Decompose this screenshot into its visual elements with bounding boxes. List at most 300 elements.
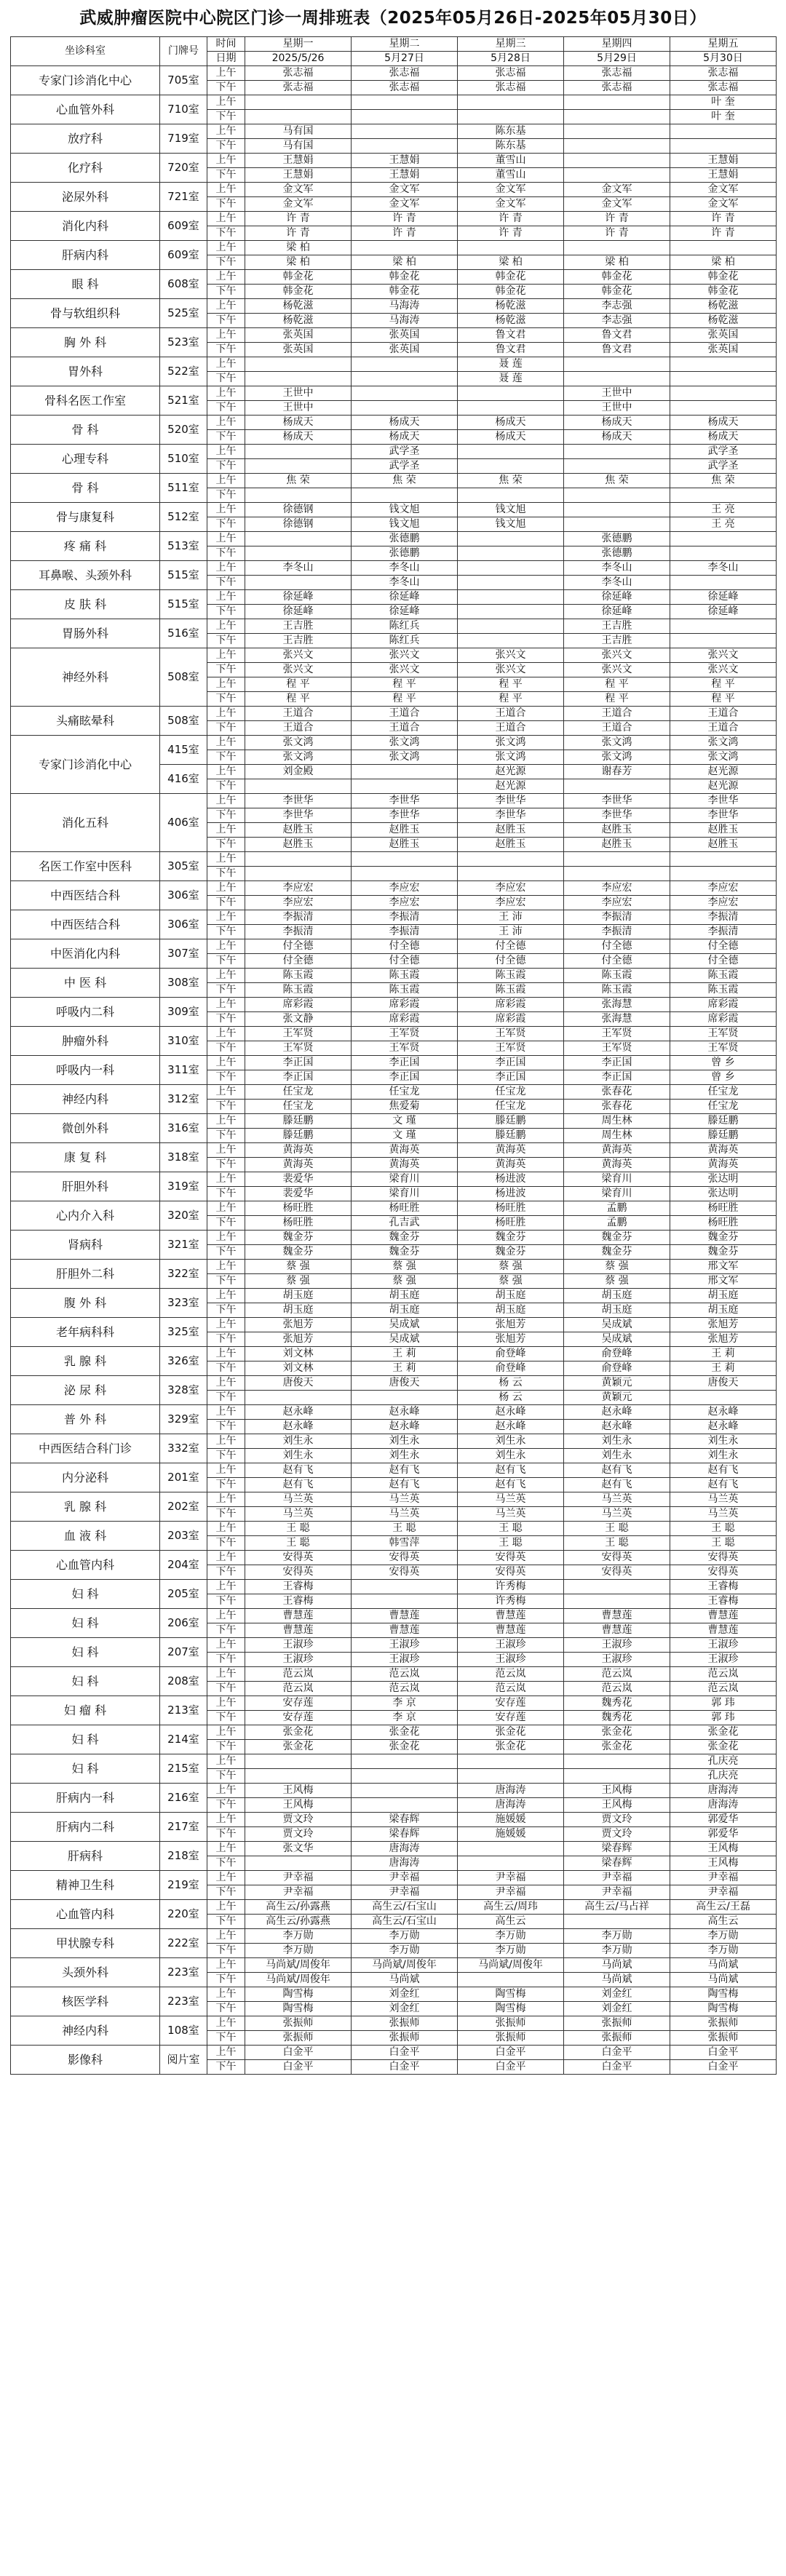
doctor-cell: 滕廷鹏 bbox=[458, 1129, 564, 1143]
room-number: 306室 bbox=[160, 910, 207, 939]
doctor-cell: 杨成天 bbox=[352, 416, 458, 430]
doctor-cell: 赵永峰 bbox=[352, 1420, 458, 1434]
doctor-cell: 李万勋 bbox=[564, 1944, 670, 1958]
doctor-cell: 陈玉霞 bbox=[352, 969, 458, 983]
doctor-cell: 韩金花 bbox=[670, 285, 777, 299]
doctor-cell: 聂 莲 bbox=[458, 357, 564, 372]
doctor-cell: 付全德 bbox=[564, 939, 670, 954]
dept-name: 妇 科 bbox=[11, 1580, 160, 1609]
doctor-cell: 马尚斌 bbox=[564, 1973, 670, 1987]
doctor-cell: 刘生永 bbox=[670, 1434, 777, 1449]
doctor-cell bbox=[352, 1391, 458, 1405]
doctor-cell: 杨乾滋 bbox=[670, 314, 777, 328]
doctor-cell: 李应宏 bbox=[564, 896, 670, 910]
dept-name: 心理专科 bbox=[11, 445, 160, 474]
doctor-cell: 安得英 bbox=[352, 1565, 458, 1580]
doctor-cell: 杨成天 bbox=[245, 430, 352, 445]
period-label: 下午 bbox=[207, 372, 245, 386]
doctor-cell: 张达明 bbox=[670, 1172, 777, 1187]
doctor-cell bbox=[670, 867, 777, 881]
dept-name: 化疗科 bbox=[11, 154, 160, 183]
doctor-cell: 马尚斌/周俊年 bbox=[245, 1973, 352, 1987]
doctor-cell: 金文军 bbox=[458, 183, 564, 197]
doctor-cell: 李世华 bbox=[245, 808, 352, 823]
doctor-cell: 赵胜玉 bbox=[245, 838, 352, 852]
schedule-row bbox=[11, 1667, 777, 1682]
doctor-cell: 梁 柏 bbox=[352, 255, 458, 270]
schedule-row bbox=[11, 1201, 777, 1216]
doctor-cell bbox=[564, 1769, 670, 1784]
doctor-cell: 赵永峰 bbox=[564, 1420, 670, 1434]
doctor-cell: 王吉胜 bbox=[564, 619, 670, 634]
doctor-cell: 高生云/王磊 bbox=[670, 1900, 777, 1915]
room-number: 515室 bbox=[160, 561, 207, 590]
doctor-cell: 刘生永 bbox=[564, 1434, 670, 1449]
dept-name: 肝病内科 bbox=[11, 241, 160, 270]
schedule-row bbox=[11, 1492, 777, 1507]
doctor-cell: 李正国 bbox=[564, 1070, 670, 1085]
doctor-cell: 陈玉霞 bbox=[458, 983, 564, 998]
period-label: 上午 bbox=[207, 328, 245, 343]
dept-name: 泌尿外科 bbox=[11, 183, 160, 212]
room-number: 516室 bbox=[160, 619, 207, 648]
period-label: 下午 bbox=[207, 1012, 245, 1027]
doctor-cell: 张旭芳 bbox=[670, 1318, 777, 1332]
doctor-cell: 高生云 bbox=[458, 1915, 564, 1929]
period-label: 上午 bbox=[207, 1580, 245, 1594]
dept-name: 内分泌科 bbox=[11, 1463, 160, 1492]
doctor-cell: 李万勋 bbox=[458, 1944, 564, 1958]
period-label: 下午 bbox=[207, 750, 245, 765]
period-label: 上午 bbox=[207, 1231, 245, 1245]
dept-name: 专家门诊消化中心 bbox=[11, 66, 160, 95]
doctor-cell: 韩金花 bbox=[352, 285, 458, 299]
period-label: 下午 bbox=[207, 1798, 245, 1813]
room-number: 520室 bbox=[160, 416, 207, 445]
doctor-cell bbox=[245, 372, 352, 386]
period-label: 下午 bbox=[207, 867, 245, 881]
doctor-cell bbox=[352, 241, 458, 255]
period-label: 下午 bbox=[207, 1041, 245, 1056]
schedule-table bbox=[10, 36, 777, 2075]
dept-name: 头颈外科 bbox=[11, 1958, 160, 1987]
doctor-cell bbox=[670, 386, 777, 401]
doctor-cell: 赵有飞 bbox=[670, 1463, 777, 1478]
doctor-cell bbox=[458, 576, 564, 590]
period-label: 上午 bbox=[207, 1143, 245, 1158]
doctor-cell: 陈玉霞 bbox=[352, 983, 458, 998]
period-label: 下午 bbox=[207, 1973, 245, 1987]
doctor-cell: 王道合 bbox=[458, 721, 564, 736]
doctor-cell: 刘生永 bbox=[564, 1449, 670, 1463]
doctor-cell: 张志福 bbox=[564, 66, 670, 81]
doctor-cell: 王风梅 bbox=[564, 1784, 670, 1798]
doctor-cell: 安存莲 bbox=[458, 1711, 564, 1725]
schedule-row bbox=[11, 66, 777, 81]
dept-name: 腹 外 科 bbox=[11, 1289, 160, 1318]
dept-name: 康 复 科 bbox=[11, 1143, 160, 1172]
doctor-cell: 张文鸿 bbox=[352, 736, 458, 750]
period-label: 上午 bbox=[207, 1289, 245, 1303]
doctor-cell: 王慧娟 bbox=[245, 168, 352, 183]
doctor-cell: 王世中 bbox=[564, 386, 670, 401]
period-label: 上午 bbox=[207, 416, 245, 430]
period-label: 上午 bbox=[207, 1376, 245, 1391]
doctor-cell: 张振师 bbox=[670, 2031, 777, 2046]
doctor-cell: 张英国 bbox=[352, 343, 458, 357]
doctor-cell: 张德鹏 bbox=[564, 532, 670, 546]
doctor-cell: 贾文玲 bbox=[564, 1827, 670, 1842]
doctor-cell: 程 平 bbox=[670, 677, 777, 692]
doctor-cell: 魏金芬 bbox=[352, 1231, 458, 1245]
doctor-cell: 黄海英 bbox=[458, 1158, 564, 1172]
doctor-cell: 曹慧莲 bbox=[564, 1623, 670, 1638]
doctor-cell: 张德鹏 bbox=[352, 532, 458, 546]
doctor-cell bbox=[245, 576, 352, 590]
dept-name: 中西医结合科 bbox=[11, 881, 160, 910]
date-cell: 2025/5/26 bbox=[245, 52, 352, 66]
doctor-cell: 赵有飞 bbox=[352, 1463, 458, 1478]
doctor-cell: 杨乾滋 bbox=[670, 299, 777, 314]
doctor-cell: 陈东基 bbox=[458, 124, 564, 139]
period-label: 上午 bbox=[207, 1027, 245, 1041]
doctor-cell: 杨成天 bbox=[564, 416, 670, 430]
doctor-cell: 王淑珍 bbox=[245, 1638, 352, 1653]
doctor-cell bbox=[564, 372, 670, 386]
doctor-cell bbox=[352, 779, 458, 794]
doctor-cell: 陈红兵 bbox=[352, 619, 458, 634]
doctor-cell: 李应宏 bbox=[458, 896, 564, 910]
doctor-cell: 曹慧莲 bbox=[352, 1623, 458, 1638]
dept-name: 肝病内二科 bbox=[11, 1813, 160, 1842]
doctor-cell: 韩金花 bbox=[564, 270, 670, 285]
doctor-cell: 李冬山 bbox=[352, 576, 458, 590]
doctor-cell: 张金花 bbox=[670, 1725, 777, 1740]
schedule-row bbox=[11, 532, 777, 546]
doctor-cell: 程 平 bbox=[352, 677, 458, 692]
doctor-cell: 蔡 强 bbox=[352, 1260, 458, 1274]
schedule-row bbox=[11, 1551, 777, 1565]
doctor-cell: 杨乾滋 bbox=[245, 299, 352, 314]
doctor-cell: 张文鸿 bbox=[245, 736, 352, 750]
doctor-cell: 王吉胜 bbox=[564, 634, 670, 648]
doctor-cell: 马兰英 bbox=[245, 1507, 352, 1522]
period-label: 上午 bbox=[207, 241, 245, 255]
schedule-row bbox=[11, 1638, 777, 1653]
room-number: 阅片室 bbox=[160, 2046, 207, 2075]
doctor-cell: 刘生永 bbox=[458, 1449, 564, 1463]
period-label: 下午 bbox=[207, 1536, 245, 1551]
doctor-cell: 张兴文 bbox=[458, 663, 564, 677]
doctor-cell: 蔡 强 bbox=[564, 1260, 670, 1274]
room-number: 215室 bbox=[160, 1754, 207, 1784]
doctor-cell: 胡玉庭 bbox=[458, 1289, 564, 1303]
doctor-cell: 梁春辉 bbox=[352, 1827, 458, 1842]
doctor-cell: 李振清 bbox=[352, 910, 458, 925]
doctor-cell: 李志强 bbox=[564, 299, 670, 314]
doctor-cell: 周生林 bbox=[564, 1129, 670, 1143]
doctor-cell: 杨进波 bbox=[458, 1187, 564, 1201]
doctor-cell: 张志福 bbox=[670, 81, 777, 95]
doctor-cell: 付全德 bbox=[352, 954, 458, 969]
room-number: 307室 bbox=[160, 939, 207, 969]
doctor-cell bbox=[458, 445, 564, 459]
doctor-cell: 魏金芬 bbox=[564, 1231, 670, 1245]
doctor-cell: 王睿梅 bbox=[670, 1594, 777, 1609]
doctor-cell: 武学圣 bbox=[352, 459, 458, 474]
period-label: 上午 bbox=[207, 1114, 245, 1129]
period-label: 上午 bbox=[207, 1900, 245, 1915]
doctor-cell: 赵有飞 bbox=[564, 1478, 670, 1492]
doctor-cell: 付全德 bbox=[670, 939, 777, 954]
room-number: 513室 bbox=[160, 532, 207, 561]
doctor-cell: 白金平 bbox=[352, 2046, 458, 2060]
dept-name: 胸 外 科 bbox=[11, 328, 160, 357]
doctor-cell: 赵有飞 bbox=[564, 1463, 670, 1478]
doctor-cell bbox=[670, 852, 777, 867]
period-label: 上午 bbox=[207, 1463, 245, 1478]
period-label: 下午 bbox=[207, 2060, 245, 2075]
doctor-cell: 许 青 bbox=[564, 226, 670, 241]
doctor-cell bbox=[670, 532, 777, 546]
doctor-cell bbox=[670, 546, 777, 561]
period-label: 下午 bbox=[207, 430, 245, 445]
doctor-cell: 张文华 bbox=[245, 1842, 352, 1856]
doctor-cell: 李应宏 bbox=[564, 881, 670, 896]
room-number: 218室 bbox=[160, 1842, 207, 1871]
doctor-cell: 金文军 bbox=[670, 197, 777, 212]
period-label: 上午 bbox=[207, 1434, 245, 1449]
room-number: 213室 bbox=[160, 1696, 207, 1725]
doctor-cell: 高生云/孙露燕 bbox=[245, 1900, 352, 1915]
doctor-cell: 韩雪萍 bbox=[352, 1536, 458, 1551]
doctor-cell: 张文鸿 bbox=[670, 750, 777, 765]
dept-name: 呼吸内二科 bbox=[11, 998, 160, 1027]
doctor-cell: 赵光源 bbox=[458, 765, 564, 779]
doctor-cell: 胡玉庭 bbox=[352, 1303, 458, 1318]
doctor-cell: 王军贤 bbox=[458, 1041, 564, 1056]
period-label: 上午 bbox=[207, 183, 245, 197]
room-number: 328室 bbox=[160, 1376, 207, 1405]
doctor-cell: 梁春辉 bbox=[564, 1842, 670, 1856]
doctor-cell: 王淑珍 bbox=[458, 1638, 564, 1653]
doctor-cell: 叶 奎 bbox=[670, 95, 777, 110]
doctor-cell: 韩金花 bbox=[352, 270, 458, 285]
doctor-cell: 文 瑾 bbox=[352, 1114, 458, 1129]
dept-name: 心血管内科 bbox=[11, 1900, 160, 1929]
period-label: 下午 bbox=[207, 1391, 245, 1405]
weekday-header: 星期三 bbox=[458, 37, 564, 52]
doctor-cell bbox=[458, 852, 564, 867]
doctor-cell: 马尚斌 bbox=[670, 1958, 777, 1973]
period-label: 上午 bbox=[207, 1667, 245, 1682]
doctor-cell: 张振师 bbox=[245, 2016, 352, 2031]
room-number: 512室 bbox=[160, 503, 207, 532]
doctor-cell bbox=[352, 1769, 458, 1784]
dept-header: 坐诊科室 bbox=[11, 37, 160, 66]
doctor-cell: 韩金花 bbox=[245, 285, 352, 299]
doctor-cell: 杨 云 bbox=[458, 1391, 564, 1405]
doctor-cell: 张志福 bbox=[352, 66, 458, 81]
doctor-cell: 王淑珍 bbox=[564, 1653, 670, 1667]
doctor-cell: 李应宏 bbox=[352, 896, 458, 910]
doctor-cell bbox=[564, 503, 670, 517]
period-label: 下午 bbox=[207, 896, 245, 910]
dept-name: 肝胆外科 bbox=[11, 1172, 160, 1201]
doctor-cell: 马兰英 bbox=[458, 1492, 564, 1507]
doctor-cell bbox=[245, 852, 352, 867]
period-label: 上午 bbox=[207, 503, 245, 517]
room-number: 206室 bbox=[160, 1609, 207, 1638]
doctor-cell: 席彩霞 bbox=[352, 998, 458, 1012]
schedule-row bbox=[11, 183, 777, 197]
doctor-cell: 李世华 bbox=[352, 808, 458, 823]
doctor-cell: 韩金花 bbox=[458, 270, 564, 285]
doctor-cell: 张兴文 bbox=[352, 648, 458, 663]
dept-name: 肿瘤外科 bbox=[11, 1027, 160, 1056]
doctor-cell bbox=[245, 546, 352, 561]
period-label: 上午 bbox=[207, 939, 245, 954]
room-number: 521室 bbox=[160, 386, 207, 416]
period-label: 下午 bbox=[207, 1711, 245, 1725]
room-number: 523室 bbox=[160, 328, 207, 357]
room-number: 525室 bbox=[160, 299, 207, 328]
room-number: 309室 bbox=[160, 998, 207, 1027]
doctor-cell: 刘生永 bbox=[458, 1434, 564, 1449]
period-label: 下午 bbox=[207, 546, 245, 561]
period-label: 上午 bbox=[207, 1871, 245, 1885]
doctor-cell: 徐延峰 bbox=[564, 605, 670, 619]
doctor-cell: 赵光源 bbox=[670, 779, 777, 794]
period-label: 上午 bbox=[207, 1958, 245, 1973]
doctor-cell: 任宝龙 bbox=[670, 1100, 777, 1114]
doctor-cell: 范云岚 bbox=[245, 1682, 352, 1696]
period-label: 下午 bbox=[207, 692, 245, 707]
doctor-cell: 李万勋 bbox=[245, 1929, 352, 1944]
room-number: 406室 bbox=[160, 794, 207, 852]
doctor-cell: 陶雪梅 bbox=[670, 2002, 777, 2016]
doctor-cell: 魏金芬 bbox=[245, 1231, 352, 1245]
dept-name: 骨与康复科 bbox=[11, 503, 160, 532]
schedule-row bbox=[11, 1347, 777, 1361]
room-number: 510室 bbox=[160, 445, 207, 474]
doctor-cell bbox=[670, 124, 777, 139]
schedule-row bbox=[11, 1434, 777, 1449]
doctor-cell: 许 青 bbox=[564, 212, 670, 226]
doctor-cell: 马有国 bbox=[245, 124, 352, 139]
doctor-cell bbox=[670, 241, 777, 255]
doctor-cell: 李冬山 bbox=[245, 561, 352, 576]
period-label: 下午 bbox=[207, 168, 245, 183]
schedule-row bbox=[11, 1580, 777, 1594]
dept-name: 甲状腺专科 bbox=[11, 1929, 160, 1958]
schedule-row bbox=[11, 1318, 777, 1332]
period-label: 下午 bbox=[207, 1361, 245, 1376]
doctor-cell bbox=[245, 95, 352, 110]
doctor-cell: 张兴文 bbox=[564, 663, 670, 677]
doctor-cell: 李正国 bbox=[458, 1070, 564, 1085]
period-label: 下午 bbox=[207, 663, 245, 677]
doctor-cell: 白金平 bbox=[564, 2060, 670, 2075]
doctor-cell: 任宝龙 bbox=[670, 1085, 777, 1100]
schedule-row bbox=[11, 1376, 777, 1391]
doctor-cell: 蔡 强 bbox=[245, 1274, 352, 1289]
doctor-cell: 梁 柏 bbox=[670, 255, 777, 270]
doctor-cell: 王 聪 bbox=[670, 1522, 777, 1536]
doctor-cell: 胡玉庭 bbox=[670, 1303, 777, 1318]
doctor-cell: 任宝龙 bbox=[458, 1085, 564, 1100]
doctor-cell: 邢文军 bbox=[670, 1260, 777, 1274]
doctor-cell: 梁育川 bbox=[564, 1172, 670, 1187]
doctor-cell: 滕廷鹏 bbox=[245, 1114, 352, 1129]
doctor-cell: 尹幸福 bbox=[245, 1871, 352, 1885]
period-label: 下午 bbox=[207, 721, 245, 736]
doctor-cell: 许 青 bbox=[352, 212, 458, 226]
schedule-row bbox=[11, 1289, 777, 1303]
period-label: 上午 bbox=[207, 95, 245, 110]
doctor-cell bbox=[352, 372, 458, 386]
doctor-cell: 裴爱华 bbox=[245, 1187, 352, 1201]
doctor-cell: 张振师 bbox=[352, 2031, 458, 2046]
room-number: 222室 bbox=[160, 1929, 207, 1958]
doctor-cell: 赵光源 bbox=[458, 779, 564, 794]
schedule-row bbox=[11, 1725, 777, 1740]
period-label: 下午 bbox=[207, 1623, 245, 1638]
doctor-cell: 刘金红 bbox=[564, 2002, 670, 2016]
doctor-cell: 李正国 bbox=[245, 1056, 352, 1070]
doctor-cell: 韩金花 bbox=[670, 270, 777, 285]
doctor-cell: 李正国 bbox=[352, 1070, 458, 1085]
doctor-cell: 白金平 bbox=[245, 2046, 352, 2060]
doctor-cell: 吴成斌 bbox=[564, 1332, 670, 1347]
doctor-cell: 范云岚 bbox=[670, 1682, 777, 1696]
doctor-cell: 徐延峰 bbox=[564, 590, 670, 605]
doctor-cell: 金文军 bbox=[352, 197, 458, 212]
doctor-cell: 安得英 bbox=[352, 1551, 458, 1565]
doctor-cell: 安得英 bbox=[670, 1551, 777, 1565]
page-title: 武威肿瘤医院中心院区门诊一周排班表（2025年05月26日-2025年05月30日） bbox=[79, 9, 707, 28]
doctor-cell: 赵永峰 bbox=[245, 1405, 352, 1420]
doctor-cell: 张海慧 bbox=[564, 1012, 670, 1027]
period-label: 上午 bbox=[207, 1754, 245, 1769]
doctor-cell: 张英国 bbox=[670, 328, 777, 343]
doctor-cell: 吴成斌 bbox=[564, 1318, 670, 1332]
doctor-cell: 张金花 bbox=[458, 1740, 564, 1754]
doctor-cell: 曹慧莲 bbox=[352, 1609, 458, 1623]
dept-name: 消化五科 bbox=[11, 794, 160, 852]
dept-name: 神经外科 bbox=[11, 648, 160, 707]
schedule-row bbox=[11, 1085, 777, 1100]
doctor-cell: 李冬山 bbox=[670, 561, 777, 576]
period-label: 上午 bbox=[207, 881, 245, 896]
doctor-cell: 王淑珍 bbox=[352, 1653, 458, 1667]
doctor-cell: 李万勋 bbox=[564, 1929, 670, 1944]
doctor-cell: 赵胜玉 bbox=[458, 823, 564, 838]
room-number: 202室 bbox=[160, 1492, 207, 1522]
doctor-cell bbox=[352, 852, 458, 867]
doctor-cell bbox=[458, 634, 564, 648]
schedule-row bbox=[11, 1784, 777, 1798]
doctor-cell: 李万勋 bbox=[458, 1929, 564, 1944]
doctor-cell: 张兴文 bbox=[564, 648, 670, 663]
doctor-cell: 赵光源 bbox=[670, 765, 777, 779]
doctor-cell: 杨乾滋 bbox=[458, 299, 564, 314]
dept-name: 心血管外科 bbox=[11, 95, 160, 124]
doctor-cell: 赵永峰 bbox=[670, 1420, 777, 1434]
doctor-cell: 张海慧 bbox=[564, 998, 670, 1012]
doctor-cell: 张英国 bbox=[352, 328, 458, 343]
room-number: 416室 bbox=[160, 765, 207, 794]
